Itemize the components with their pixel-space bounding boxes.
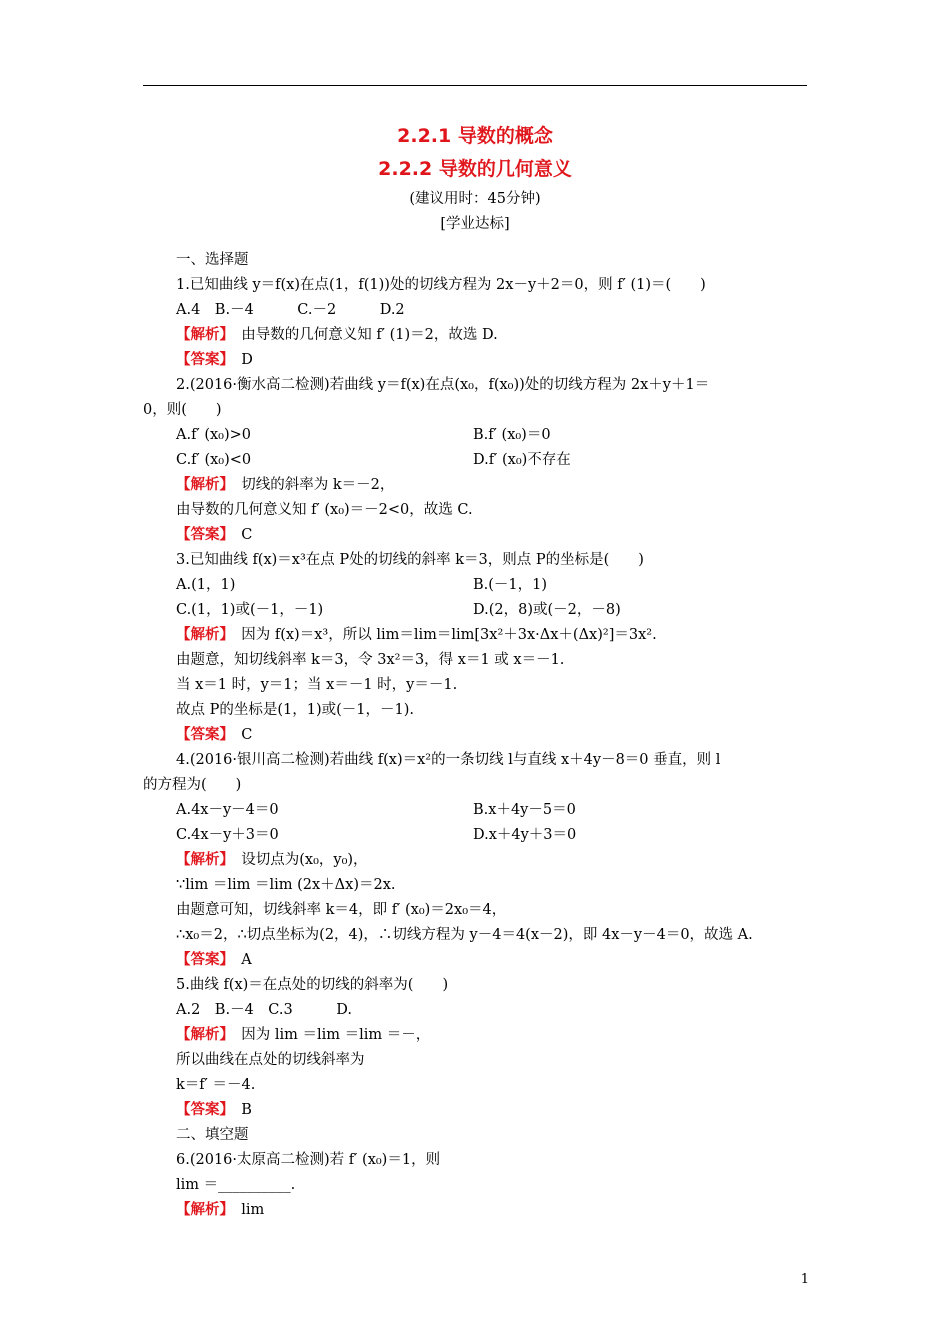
text-line (176, 900, 506, 920)
line-text: 因为 f(x)＝x³，所以 lim＝lim＝lim[3x²＋3x·Δx＋(Δx)²]＝3x². (226, 627, 657, 643)
line-text: C.(1，1)或(－1，－1) (176, 602, 324, 618)
line-text: 2.(2016·衡水高二检测)若曲线 y＝f(x)在点(x₀，f(x₀))处的切线方程为 2x＋y＋1＝ (176, 377, 710, 393)
line-text: 故点 P的坐标是(1，1)或(－1，－1). (176, 702, 415, 718)
line-text: 6.(2016·太原高二检测)若 f′ (x₀)＝1，则 (176, 1152, 441, 1168)
line-text: D.x＋4y＋3＝0 (473, 827, 577, 843)
text-line (176, 375, 709, 395)
line-text: A.2 B.－4 C.3 D. (176, 1002, 352, 1018)
line-text: D (226, 352, 253, 368)
text-line (176, 525, 252, 545)
text-line (473, 575, 547, 595)
line-text: A.(1，1) (176, 577, 236, 593)
text-line (176, 675, 457, 695)
line-text: 5.曲线 f(x)＝在点处的切线的斜率为( ) (176, 977, 449, 993)
text-line (176, 800, 279, 820)
text-line (176, 950, 252, 970)
text-line (176, 300, 405, 320)
analysis-label: 【 解析 】 (176, 1027, 227, 1043)
line-text: D.(2，8)或(－2，－8) (473, 602, 621, 618)
line-text: 0，则( ) (143, 402, 222, 418)
text-line (176, 425, 251, 445)
text-line (176, 1175, 295, 1195)
text-line (176, 700, 414, 720)
line-text: lim (226, 1202, 265, 1218)
line-text: 二、填空题 (176, 1127, 249, 1143)
text-line (176, 650, 564, 670)
line-text: C (226, 527, 253, 543)
title-2-2-2: 2.2.2 导数的几何意义 (378, 158, 572, 180)
text-line (176, 750, 720, 770)
line-text: D.f′ (x₀)不存在 (473, 452, 571, 468)
text-line (176, 975, 448, 995)
line-text: B.(－1，1) (473, 577, 548, 593)
line-text: C (226, 727, 253, 743)
text-line (176, 325, 498, 345)
answer-label: 【 答案 】 (176, 727, 227, 743)
text-line (176, 450, 251, 470)
title-2-2-1: 2.2.1 导数的概念 (397, 125, 553, 147)
text-line (176, 825, 279, 845)
line-text: 1.已知曲线 y＝f(x)在点(1，f(1))处的切线方程为 2x－y＋2＝0，则 f′ (1)＝( ) (176, 277, 706, 293)
analysis-label: 【 解析 】 (176, 327, 227, 343)
line-text: lim ＝__________. (176, 1177, 296, 1193)
line-text: A (226, 952, 252, 968)
line-text: 当 x＝1 时，y＝1；当 x＝－1 时，y＝－1. (176, 677, 458, 693)
line-text: 所以曲线在点处的切线斜率为 (176, 1052, 365, 1068)
page-number: 1 (800, 1272, 809, 1287)
line-text: 3.已知曲线 f(x)＝x³在点 P处的切线的斜率 k＝3，则点 P的坐标是( ) (176, 552, 644, 568)
text-line (473, 600, 621, 620)
answer-label: 【 答案 】 (176, 352, 227, 368)
line-text: ∴x₀＝2，∴切点坐标为(2，4)，∴切线方程为 y－4＝4(x－2)，即 4x－y－4＝0，故选 A. (176, 927, 753, 943)
line-text: B.f′ (x₀)＝0 (473, 427, 551, 443)
analysis-label: 【 解析 】 (176, 1202, 227, 1218)
text-line (176, 1050, 365, 1070)
text-line (176, 1000, 352, 1020)
line-text: 因为 lim ＝lim ＝lim ＝－， (226, 1027, 431, 1043)
answer-label: 【 答案 】 (176, 527, 227, 543)
text-line (143, 400, 222, 420)
text-line (176, 1200, 264, 1220)
suggested-time: (建议用时：45分钟) (409, 191, 541, 207)
text-line (176, 850, 368, 870)
line-text: C.f′ (x₀)<0 (176, 452, 252, 468)
text-line (143, 775, 241, 795)
text-line (176, 1100, 252, 1120)
line-text: A.4 B.－4 C.－2 D.2 (176, 302, 405, 318)
answer-label: 【 答案 】 (176, 1102, 227, 1118)
line-text: 的方程为( ) (143, 777, 242, 793)
text-line (176, 875, 396, 895)
line-text: 设切点为(x₀，y₀)， (226, 852, 368, 868)
line-text: k＝f′ ＝－4. (176, 1077, 256, 1093)
text-line (176, 500, 473, 520)
text-line (176, 250, 249, 270)
line-text: 切线的斜率为 k＝－2， (226, 477, 395, 493)
line-text: B (226, 1102, 252, 1118)
text-line (176, 475, 394, 495)
text-line (176, 1075, 255, 1095)
text-line (176, 600, 323, 620)
line-text: ∵lim ＝lim ＝lim (2x＋Δx)＝2x. (176, 877, 396, 893)
line-text: 4.(2016·银川高二检测)若曲线 f(x)＝x²的一条切线 l与直线 x＋4y－8＝0 垂直，则 l (176, 752, 721, 768)
line-text: 由导数的几何意义知 f′ (1)＝2，故选 D. (226, 327, 498, 343)
analysis-label: 【 解析 】 (176, 852, 227, 868)
text-line (176, 275, 706, 295)
section-tag: [学业达标] (440, 216, 510, 232)
text-line (176, 1125, 249, 1145)
line-text: 由导数的几何意义知 f′ (x₀)＝－2<0，故选 C. (176, 502, 473, 518)
line-text: 一、选择题 (176, 252, 249, 268)
text-line (473, 800, 576, 820)
text-line (473, 825, 576, 845)
text-line (176, 350, 253, 370)
text-line (176, 550, 644, 570)
line-text: B.x＋4y－5＝0 (473, 802, 576, 818)
line-text: C.4x－y＋3＝0 (176, 827, 279, 843)
text-line (176, 575, 235, 595)
line-text: 由题意可知，切线斜率 k＝4，即 f′ (x₀)＝2x₀＝4， (176, 902, 507, 918)
text-line (473, 450, 571, 470)
text-line (176, 725, 252, 745)
analysis-label: 【 解析 】 (176, 627, 227, 643)
answer-label: 【 答案 】 (176, 952, 227, 968)
text-line (176, 625, 657, 645)
text-line (473, 425, 551, 445)
header-rule (143, 85, 807, 86)
text-line (176, 1150, 440, 1170)
analysis-label: 【 解析 】 (176, 477, 227, 493)
line-text: 由题意，知切线斜率 k＝3，令 3x²＝3，得 x＝1 或 x＝－1. (176, 652, 565, 668)
text-line (176, 1025, 430, 1045)
line-text: A.4x－y－4＝0 (176, 802, 279, 818)
line-text: A.f′ (x₀)>0 (176, 427, 252, 443)
text-line (176, 925, 753, 945)
